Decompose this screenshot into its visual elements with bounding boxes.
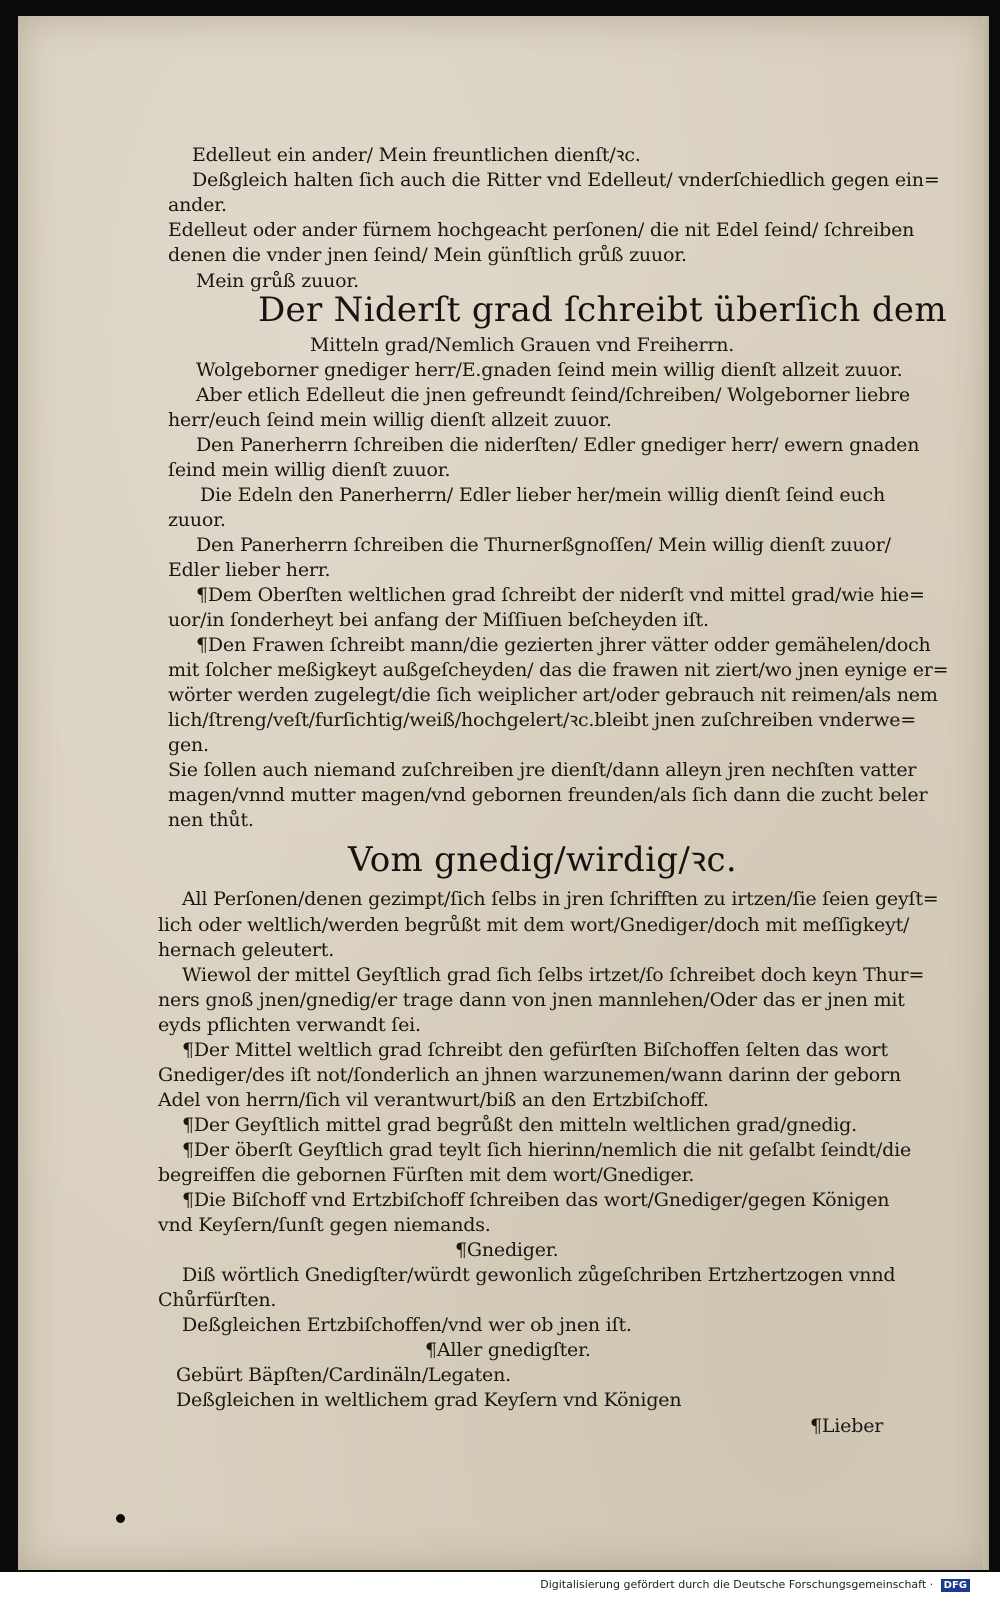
text-line: Deßgleichen Ertzbiſchoffen/vnd wer ob jnen iſt. bbox=[182, 1314, 632, 1336]
text-line: lich oder weltlich/werden begrůßt mit dem wort/Gnediger/doch mit meſſigkeyt/ bbox=[158, 914, 910, 936]
text-line: All Perſonen/denen gezimpt/ſich ſelbs in jren ſchrifften zu irtzen/ſie ſeien geyſt= bbox=[182, 888, 939, 910]
text-line: ¶Der öberſt Geyſtlich grad teylt ſich hierinn/nemlich die nit geſalbt ſeindt/die bbox=[182, 1139, 912, 1161]
catchword: ¶Lieber bbox=[810, 1415, 884, 1437]
text-block bbox=[18, 16, 989, 1570]
text-line: ¶Dem Oberſten weltlichen grad ſchreibt der niderſt vnd mittel grad/wie hie= bbox=[196, 584, 925, 606]
text-line: ¶Gnediger. bbox=[455, 1239, 559, 1261]
text-line: herr/euch ſeind mein willig dienſt allzeit zuuor. bbox=[168, 409, 612, 431]
text-line: gen. bbox=[168, 734, 209, 756]
document-page bbox=[18, 16, 989, 1570]
text-line: Chůrfürſten. bbox=[158, 1289, 277, 1311]
text-line: Aber etlich Edelleut die jnen gefreundt ſeind/ſchreiben/ Wolgeborner liebre bbox=[196, 384, 910, 406]
text-line: Mein grůß zuuor. bbox=[196, 270, 360, 292]
text-line: Edelleut ein ander/ Mein freuntlichen dienſt/ꝛc. bbox=[192, 144, 641, 166]
text-line: uor/in ſonderheyt bei anfang der Miſſiuen beſcheyden iſt. bbox=[168, 609, 709, 631]
text-line: Diß wörtlich Gnedigſter/würdt gewonlich zůgeſchriben Ertzhertzogen vnnd bbox=[182, 1264, 896, 1286]
ink-dot bbox=[116, 1514, 125, 1523]
text-line: denen die vnder jnen ſeind/ Mein günſtlich grůß zuuor. bbox=[168, 244, 687, 266]
text-line: magen/vnnd mutter magen/vnd gebornen freunden/als ſich dann die zucht beler bbox=[168, 784, 928, 806]
text-line: ners gnoß jnen/gnedig/er trage dann von jnen mannlehen/Oder das er jnen mit bbox=[158, 989, 905, 1011]
section-heading: Der Niderſt grad ſchreibt überſich dem bbox=[258, 290, 947, 330]
text-line: ¶Der Mittel weltlich grad ſchreibt den gefürſten Biſchoffen ſelten das wort bbox=[182, 1039, 888, 1061]
text-line: vnd Keyſern/ſunſt gegen niemands. bbox=[158, 1214, 491, 1236]
text-line: ¶Der Geyſtlich mittel grad begrůßt den mitteln weltlichen grad/gnedig. bbox=[182, 1114, 857, 1136]
text-line: ¶Den Frawen ſchreibt mann/die gezierten jhrer vätter odder gemähelen/doch bbox=[196, 634, 931, 656]
text-line: Gebürt Bäpſten/Cardinäln/Legaten. bbox=[176, 1364, 511, 1386]
text-line: begreiffen die gebornen Fürſten mit dem wort/Gnediger. bbox=[158, 1164, 695, 1186]
text-line: Wiewol der mittel Geyſtlich grad ſich ſelbs irtzet/ſo ſchreibet doch keyn Thur= bbox=[182, 964, 925, 986]
dfg-logo: DFG bbox=[941, 1579, 970, 1592]
text-line: Adel von herrn/ſich vil verantwurt/biß an den Ertzbiſchoff. bbox=[158, 1089, 709, 1111]
text-line: eyds pflichten verwandt ſei. bbox=[158, 1014, 421, 1036]
text-line: lich/ſtreng/veſt/furſichtig/weiß/hochgelert/ꝛc.bleibt jnen zuſchreiben vnderwe= bbox=[168, 709, 917, 731]
text-line: Den Panerherrn ſchreiben die Thurnerßgnoſſen/ Mein willig dienſt zuuor/ bbox=[196, 534, 891, 556]
text-line: Den Panerherrn ſchreiben die niderſten/ Edler gnediger herr/ ewern gnaden bbox=[196, 434, 920, 456]
text-line: Edelleut oder ander fürnem hochgeacht perſonen/ die nit Edel ſeind/ ſchreiben bbox=[168, 219, 915, 241]
text-line: Deßgleich halten ſich auch die Ritter vnd Edelleut/ vnderſchiedlich gegen ein= bbox=[192, 169, 940, 191]
text-line: Sie ſollen auch niemand zuſchreiben jre dienſt/dann alleyn jren nechſten vatter bbox=[168, 759, 917, 781]
text-line: Deßgleichen in weltlichem grad Keyſern vnd Königen bbox=[176, 1389, 682, 1411]
text-line: ¶Die Biſchoff vnd Ertzbiſchoff ſchreiben das wort/Gnediger/gegen Königen bbox=[182, 1189, 890, 1211]
text-line: ſeind mein willig dienſt zuuor. bbox=[168, 459, 451, 481]
section-heading: Vom gnedig/wirdig/ꝛc. bbox=[348, 840, 737, 880]
text-line: wörter werden zugelegt/die ſich weiplicher art/oder gebrauch nit reimen/als nem bbox=[168, 684, 938, 706]
text-line: Die Edeln den Panerherrn/ Edler lieber her/mein willig dienſt ſeind euch bbox=[200, 484, 885, 506]
text-line: ¶Aller gnedigſter. bbox=[425, 1339, 591, 1361]
text-line: Edler lieber herr. bbox=[168, 559, 331, 581]
text-line: ander. bbox=[168, 194, 227, 216]
text-line: nen thůt. bbox=[168, 809, 254, 831]
footer-credit bbox=[540, 1578, 970, 1592]
text-line: mit ſolcher meßigkeyt außgeſcheyden/ das die frawen nit ziert/wo jnen eynige er= bbox=[168, 659, 949, 681]
text-line: hernach geleutert. bbox=[158, 939, 335, 961]
text-line: zuuor. bbox=[168, 509, 226, 531]
text-line: Wolgeborner gnediger herr/E.gnaden ſeind mein willig dienſt allzeit zuuor. bbox=[196, 359, 903, 381]
footer-credit-text: Digitalisierung gefördert durch die Deutsche Forschungsgemeinschaft · bbox=[540, 1578, 934, 1591]
text-line: Gnediger/des iſt not/ſonderlich an jhnen warzunemen/wann darinn der geborn bbox=[158, 1064, 901, 1086]
text-line: Mitteln grad/Nemlich Grauen vnd Freiherrn. bbox=[310, 334, 735, 356]
